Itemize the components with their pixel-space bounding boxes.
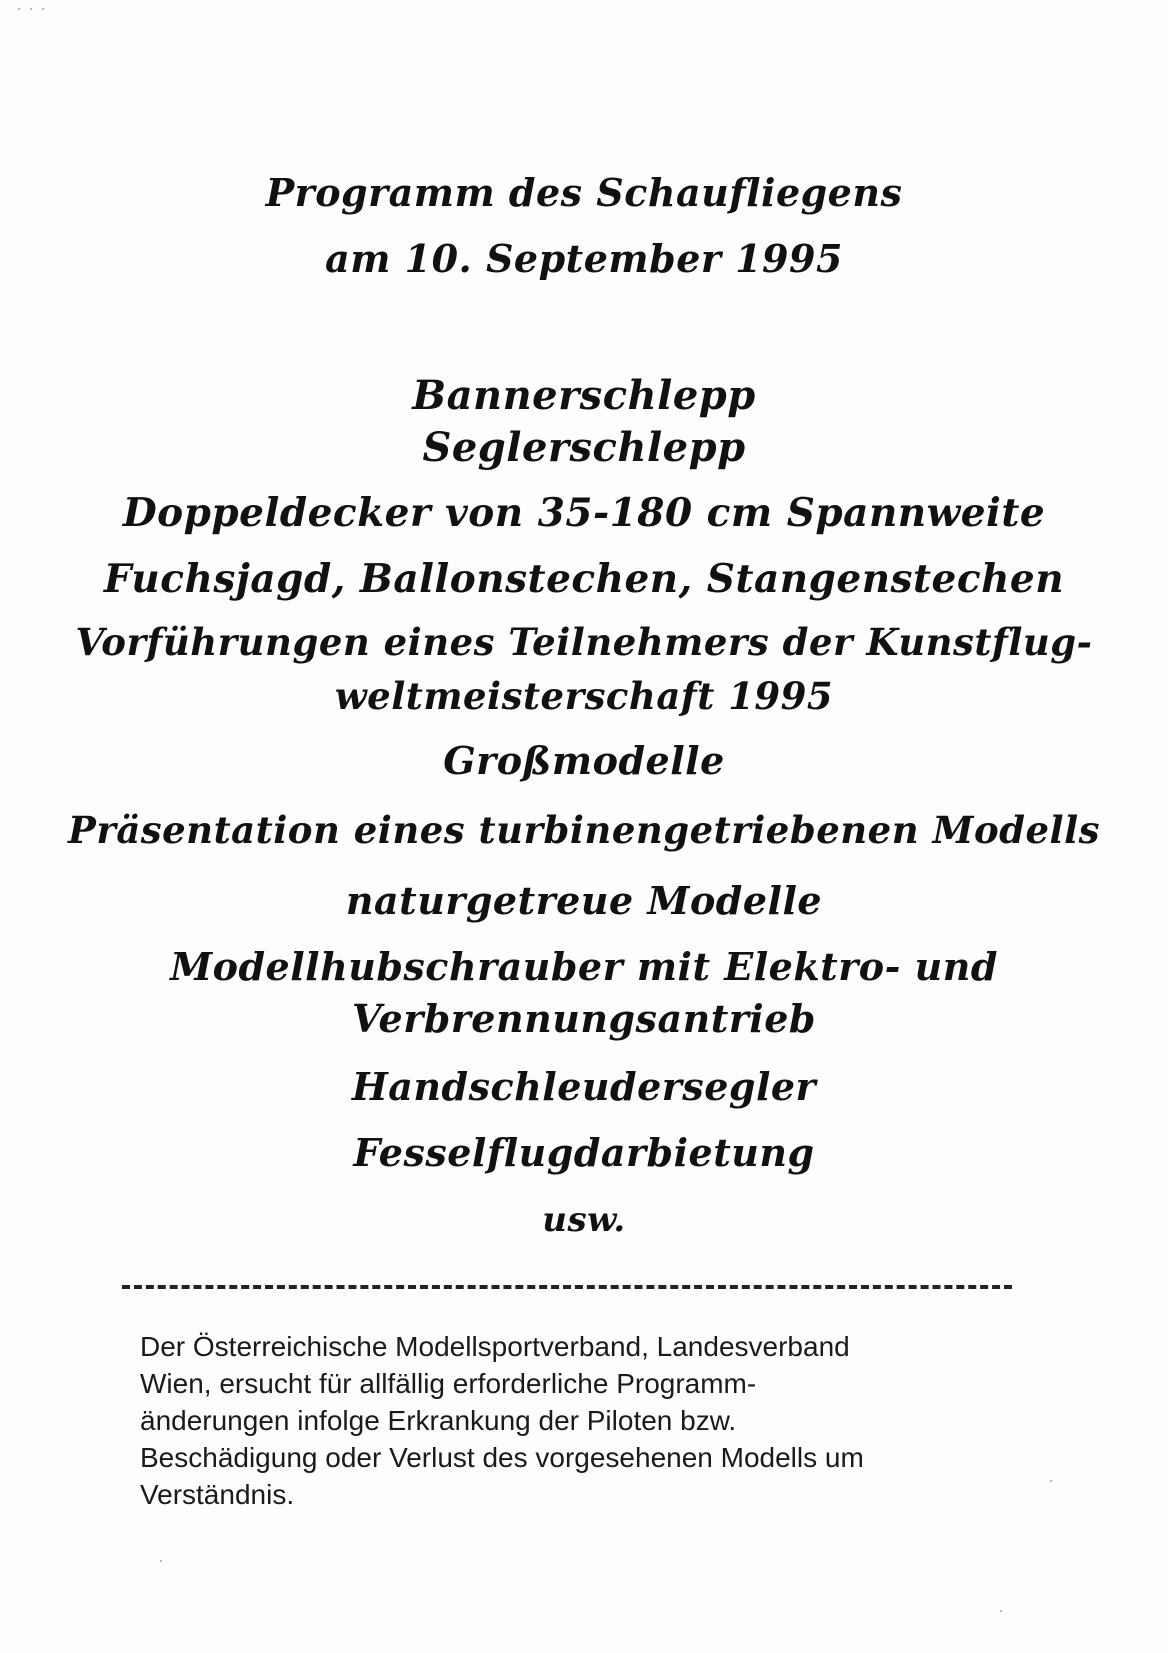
program-item-continuation: weltmeisterschaft 1995	[334, 674, 834, 718]
scan-speck	[160, 1560, 162, 1562]
scan-speck	[18, 8, 20, 10]
program-item: Vorführungen eines Teilnehmers der Kunstflug-	[75, 620, 1093, 664]
note-line: Verständnis.	[140, 1479, 295, 1510]
program-item: naturgetreue Modelle	[345, 878, 823, 923]
program-item: Präsentation eines turbinengetriebenen Modells	[68, 808, 1100, 852]
scan-speck	[1050, 1480, 1052, 1482]
program-item: Handschleudersegler	[351, 1064, 817, 1109]
program-date: am 10. September 1995	[325, 236, 843, 281]
program-item: Seglerschlepp	[422, 424, 746, 471]
program-item: Fesselflugdarbietung	[353, 1130, 815, 1175]
note-line: Beschädigung oder Verlust des vorgesehenen Modells um	[140, 1442, 864, 1473]
program-item: Modellhubschrauber mit Elektro- und	[170, 944, 998, 989]
program-title: Programm des Schaufliegens	[265, 170, 903, 215]
dashed-divider	[122, 1285, 1012, 1289]
program-item-etc: usw.	[542, 1200, 626, 1240]
note-line: änderungen infolge Erkrankung der Piloten bzw.	[140, 1405, 737, 1436]
note-line: Wien, ersucht für allfällig erforderliche Programm-	[140, 1368, 757, 1399]
program-item: Großmodelle	[443, 738, 725, 783]
program-item: Doppeldecker von 35-180 cm Spannweite	[122, 490, 1046, 536]
program-item: Bannerschlepp	[412, 372, 756, 419]
scan-speck	[42, 8, 44, 10]
program-item-continuation: Verbrennungsantrieb	[352, 996, 816, 1041]
scan-speck	[1000, 1610, 1002, 1612]
program-item: Fuchsjagd, Ballonstechen, Stangenstechen	[103, 556, 1065, 602]
scan-speck	[30, 8, 32, 10]
note-line: Der Österreichische Modellsportverband, Landesverband	[140, 1331, 850, 1362]
disclaimer-note	[140, 1328, 1070, 1513]
